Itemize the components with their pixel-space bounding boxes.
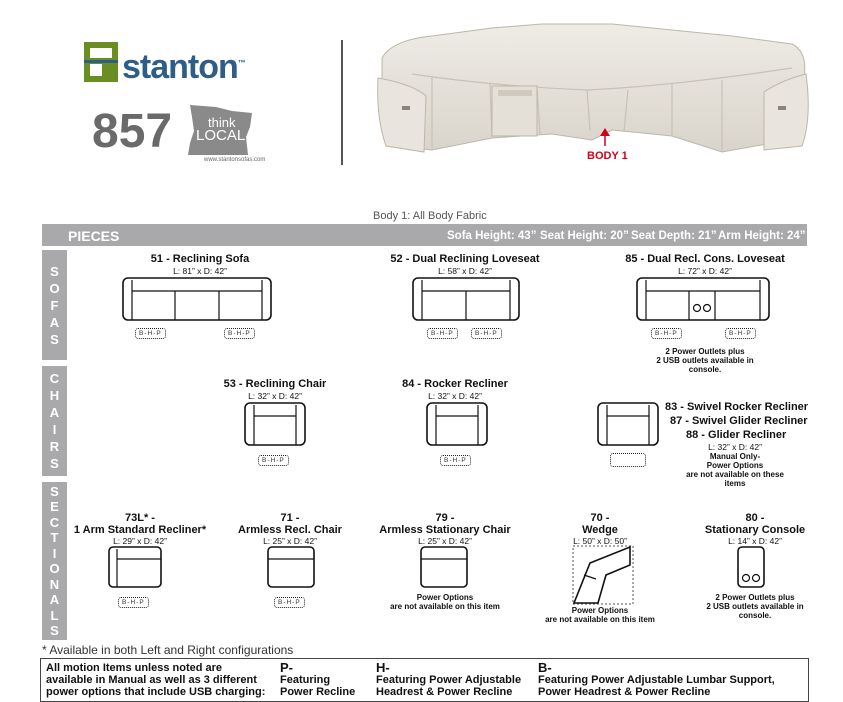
one-arm-recliner-diagram <box>108 546 162 590</box>
swivel-recliner-diagram <box>597 402 659 448</box>
local-text: LOCAL <box>196 127 246 144</box>
dual-reclining-loveseat-diagram <box>412 277 520 323</box>
pieces-title: PIECES <box>68 228 120 244</box>
think-local <box>196 115 246 144</box>
letter: F <box>50 297 59 313</box>
item-85-dims: L: 72” x D: 42” <box>678 266 732 276</box>
item-71-dims: L: 25” x D: 42” <box>263 536 317 546</box>
intro-line: available in Manual as well as 3 different <box>46 674 257 686</box>
letter: A <box>49 314 60 330</box>
option-bhp-left: B-H-P <box>651 328 682 339</box>
option-line: Featuring Power Adjustable <box>376 674 522 686</box>
note-line: 2 Power Outlets plus <box>665 347 745 356</box>
armless-stationary-chair-diagram <box>420 546 468 590</box>
letter: H <box>49 388 60 403</box>
option-bhp: B-H-P <box>118 597 149 608</box>
think-text: think <box>208 115 236 130</box>
option-bhp: B-H-P <box>274 597 305 608</box>
option-bhp: B-H-P <box>440 455 471 466</box>
letter: T <box>50 530 59 545</box>
item-80-name <box>690 512 820 536</box>
reclining-sofa-diagram <box>122 277 272 323</box>
spec-seat-depth: Seat Depth: 21” <box>631 230 717 242</box>
letter: N <box>49 576 60 592</box>
letter: C <box>49 371 60 386</box>
spec-sofa-height: Sofa Height: 43” <box>447 230 537 242</box>
name-line: Stationary Console <box>704 524 806 536</box>
section-label-sectionals <box>42 482 67 640</box>
stanton-logo-mark <box>84 42 118 82</box>
name-line: 70 - <box>590 512 610 524</box>
item-70-name <box>540 512 660 536</box>
letter: S <box>50 331 59 347</box>
option-bhp: B-H-P <box>258 455 289 466</box>
item-88-name: 88 - Glider Recliner <box>686 429 787 441</box>
spec-seat-height: Seat Height: 20” <box>540 230 629 242</box>
letter: S <box>50 623 59 638</box>
item-73l-dims: L: 29” x D: 42” <box>113 536 167 546</box>
letter: S <box>50 263 59 279</box>
power-intro <box>46 662 265 698</box>
model-number: 857 <box>92 105 173 158</box>
name-line: Armless Recl. Chair <box>238 524 342 536</box>
note-line: Power Options <box>416 593 474 602</box>
body-callout: BODY 1 <box>587 150 628 162</box>
item-80-dims: L: 14” x D: 42” <box>728 536 782 546</box>
name-line: 73L* - <box>125 512 155 524</box>
item-73l-name <box>65 512 215 536</box>
stationary-console-diagram <box>737 546 765 590</box>
letter: I <box>52 422 57 437</box>
item-71-name <box>225 512 355 536</box>
item-83-name: 83 - Swivel Rocker Recliner <box>665 401 809 413</box>
note-line: Power Options <box>706 461 764 470</box>
note-line: 2 USB outlets available in <box>656 356 754 365</box>
body-caption: Body 1: All Body Fabric <box>373 210 487 222</box>
hero-sofa-image <box>372 18 812 170</box>
note-line: are not available on this item <box>390 602 500 611</box>
letter: A <box>49 405 60 420</box>
option-bhp-right: B-H-P <box>725 328 756 339</box>
note-line: Manual Only- <box>709 452 761 461</box>
note-line: console. <box>738 611 772 620</box>
option-bhp-left: B-H-P <box>135 328 166 339</box>
name-line: 79 - <box>435 512 455 524</box>
option-bhp-right: B-H-P <box>471 328 502 339</box>
item-84-name: 84 - Rocker Recliner <box>402 378 508 390</box>
item-79-dims: L: 25” x D: 42” <box>418 536 472 546</box>
name-line: 1 Arm Standard Recliner* <box>73 524 207 536</box>
website-url: www.stantonsofas.com <box>204 157 266 163</box>
item-87-name: 87 - Swivel Glider Recliner <box>670 415 808 427</box>
option-code: H- <box>376 660 390 675</box>
letter: E <box>50 499 59 514</box>
letter: A <box>49 592 60 607</box>
item-85-name: 85 - Dual Recl. Cons. Loveseat <box>625 253 785 265</box>
option-line: Featuring Power Adjustable Lumbar Support, <box>538 674 775 686</box>
letter: C <box>49 514 60 530</box>
console-loveseat-diagram <box>636 277 770 323</box>
item-53-name: 53 - Reclining Chair <box>223 378 327 390</box>
note-line: console. <box>688 365 722 374</box>
name-line: 80 - <box>745 512 765 524</box>
note-line: are not available on this item <box>545 615 655 624</box>
item-79-note <box>375 593 515 611</box>
item-85-note <box>630 347 780 374</box>
name-line: 71 - <box>280 512 300 524</box>
item-52-name: 52 - Dual Reclining Loveseat <box>390 253 540 265</box>
item-80-note <box>680 593 830 620</box>
section-label-chairs <box>42 366 67 476</box>
brand-logo-text: stanton <box>122 48 238 86</box>
reclining-chair-diagram <box>244 402 306 448</box>
item-83-dims: L: 32” x D: 42” <box>708 442 762 452</box>
note-line: 2 Power Outlets plus <box>715 593 795 602</box>
item-51-name: 51 - Reclining Sofa <box>150 253 250 265</box>
letter: L <box>50 607 59 623</box>
intro-line: power options that include USB charging: <box>46 686 266 698</box>
item-51-dims: L: 81” x D: 42” <box>173 266 227 276</box>
note-line: items <box>724 479 746 488</box>
section-label-sofas <box>42 250 67 360</box>
power-option-h <box>376 662 521 698</box>
item-79-name <box>375 512 515 536</box>
power-option-b <box>538 662 775 698</box>
power-option-p <box>280 662 355 698</box>
option-line: Power Headrest & Power Recline <box>538 686 711 698</box>
wedge-diagram <box>572 545 634 605</box>
option-placeholder <box>610 453 646 467</box>
spec-arm-height: Arm Height: 24” <box>718 230 806 242</box>
rocker-recliner-diagram <box>426 402 488 448</box>
letter: O <box>49 280 60 296</box>
option-code: P- <box>280 660 293 675</box>
letter: O <box>49 561 60 576</box>
option-bhp-left: B-H-P <box>427 328 458 339</box>
note-line: 2 USB outlets available in <box>706 602 804 611</box>
option-line: Featuring <box>280 674 331 686</box>
brand-name <box>122 48 245 87</box>
item-52-dims: L: 58” x D: 42” <box>438 266 492 276</box>
armless-recliner-diagram <box>267 546 315 590</box>
intro-line: All motion Items unless noted are <box>46 662 223 674</box>
item-53-dims: L: 32” x D: 42” <box>248 391 302 401</box>
item-70-note <box>530 606 670 624</box>
name-line: Armless Stationary Chair <box>379 524 511 536</box>
trademark: ™ <box>237 58 245 68</box>
letter: S <box>50 483 59 499</box>
option-bhp-right: B-H-P <box>224 328 255 339</box>
manual-only-note <box>670 452 800 488</box>
option-code: B- <box>538 660 552 675</box>
letter: R <box>49 439 60 454</box>
letter: S <box>50 456 59 471</box>
note-line: Power Options <box>571 606 629 615</box>
letter: I <box>52 545 57 561</box>
item-84-dims: L: 32” x D: 42” <box>428 391 482 401</box>
note-line: are not available on these <box>686 470 784 479</box>
header-divider <box>341 40 343 165</box>
name-line: Wedge <box>582 524 618 536</box>
option-line: Headrest & Power Recline <box>376 686 513 698</box>
option-line: Power Recline <box>280 686 356 698</box>
item-70-dims: L: 50” x D: 50” <box>573 536 627 546</box>
availability-note: * Available in both Left and Right configurations <box>42 643 294 657</box>
